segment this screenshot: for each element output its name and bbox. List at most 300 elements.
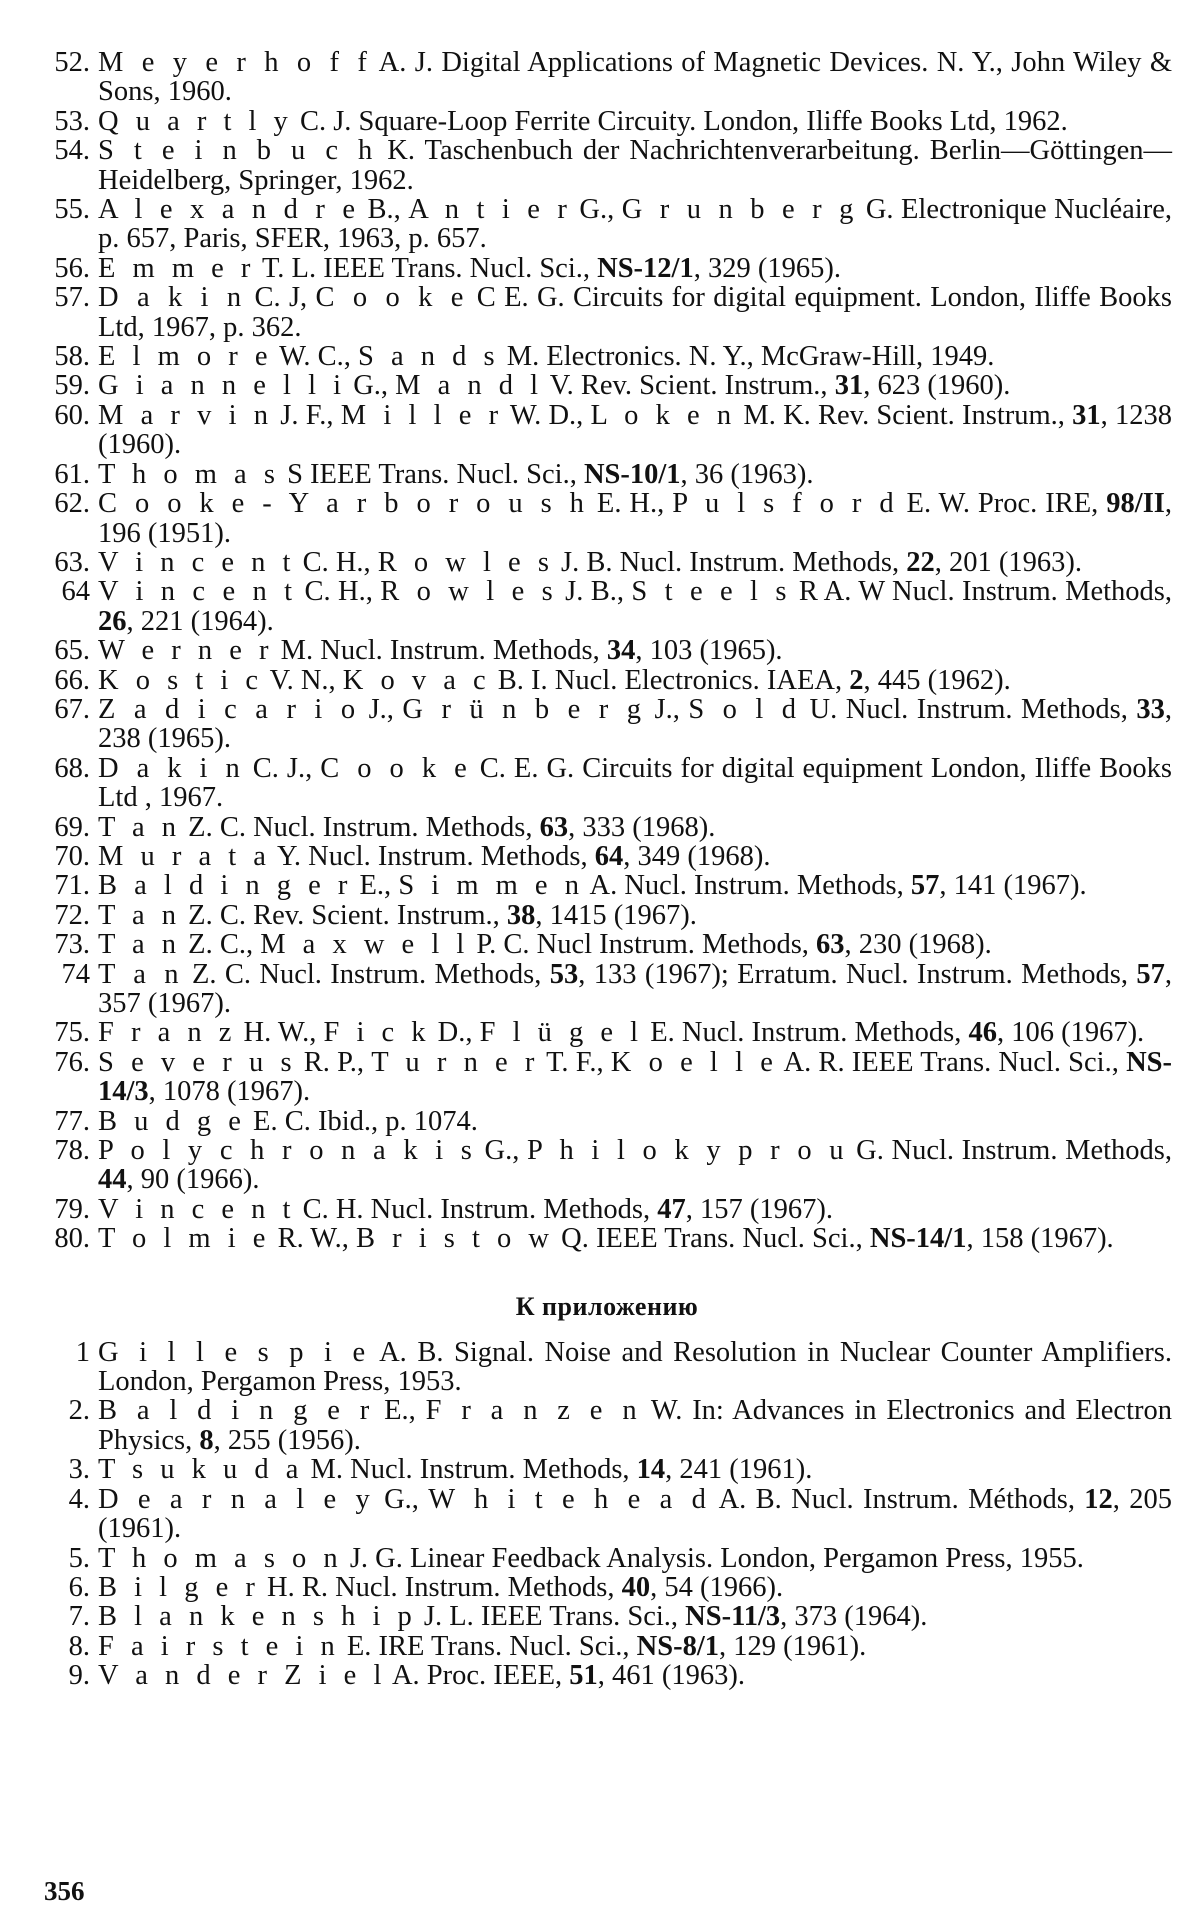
reference-text — [98, 342, 1172, 371]
reference-fragment: A. Nucl. Instrum. Methods, — [583, 870, 911, 902]
reference-item — [42, 754, 1172, 813]
reference-item — [42, 842, 1172, 871]
author-name: S i m m e n — [398, 870, 584, 902]
reference-fragment: , 54 (1966). — [650, 1571, 784, 1603]
reference-number: 78. — [54, 1135, 90, 1167]
reference-item — [42, 695, 1172, 754]
volume-number: NS-12/1 — [597, 252, 694, 284]
reference-fragment: Q. IEEE Trans. Nucl. Sci., — [553, 1223, 870, 1255]
author-name: E m m e r — [98, 252, 256, 284]
reference-number: 4. — [68, 1483, 90, 1515]
author-name: G r ü n b e r g — [402, 693, 647, 725]
reference-fragment: , 129 (1961). — [718, 1630, 867, 1662]
reference-fragment: D., — [430, 1017, 480, 1049]
reference-number: 68. — [54, 752, 90, 784]
reference-item — [42, 871, 1172, 900]
appendix-reference-list — [42, 1338, 1172, 1691]
reference-item — [42, 371, 1172, 400]
volume-number: NS-14/1 — [869, 1223, 967, 1255]
author-name: T h o m a s o n — [98, 1542, 343, 1574]
reference-number: 79. — [54, 1193, 90, 1225]
reference-text — [98, 930, 1172, 959]
author-name: G i l l e s p i e — [98, 1336, 371, 1368]
reference-number: 75. — [54, 1017, 90, 1049]
reference-text — [98, 401, 1172, 460]
appendix-title: К приложению — [515, 1291, 699, 1321]
reference-number: 67. — [54, 693, 90, 725]
reference-fragment: W. C., — [272, 341, 359, 373]
author-name: S o l d — [688, 693, 802, 725]
reference-item — [42, 636, 1172, 665]
volume-number: 38 — [506, 899, 536, 931]
reference-item — [42, 136, 1172, 195]
author-name: K o s t i c — [98, 664, 264, 696]
reference-fragment: , 205 (1961). — [98, 1483, 1173, 1545]
author-name: P o l y c h r o n a k i s — [98, 1135, 477, 1167]
reference-fragment: E. Nucl. Instrum. Methods, — [643, 1017, 969, 1049]
reference-fragment: , 1078 (1967). — [148, 1076, 311, 1108]
reference-fragment: E. H., — [588, 488, 673, 520]
reference-item — [42, 1224, 1172, 1253]
reference-fragment: G., — [476, 1135, 528, 1167]
reference-number: 61. — [54, 458, 90, 490]
author-name: S t e e l s — [631, 576, 792, 608]
reference-item — [42, 1396, 1172, 1455]
reference-fragment: Y. Nucl. Instrum. Methods, — [270, 840, 595, 872]
author-name: T o l m i e — [98, 1223, 271, 1255]
reference-fragment: J. L. IEEE Trans. Sci., — [416, 1601, 686, 1633]
reference-fragment: M. K. Rev. Scient. Instrum., — [736, 399, 1073, 431]
reference-item — [42, 548, 1172, 577]
reference-fragment: C E. G. Circuits for digital equipment. London, Iliffe Books Ltd, 1967, p. 362. — [98, 282, 1172, 343]
reference-number: 54. — [54, 135, 90, 167]
author-name: D a k i n — [98, 752, 245, 784]
author-name: T a n — [98, 899, 182, 931]
reference-number: 7. — [68, 1601, 90, 1633]
reference-text — [98, 1602, 1172, 1631]
reference-fragment: C. J, — [246, 282, 316, 314]
reference-item — [42, 254, 1172, 283]
reference-fragment: J. B. Nucl. Instrum. Methods, — [553, 546, 907, 578]
reference-fragment: Z. C., — [181, 929, 261, 961]
volume-number: 31 — [834, 370, 864, 402]
author-name: T u r n e r — [371, 1046, 540, 1078]
reference-text — [98, 1018, 1172, 1047]
reference-fragment: W. D., — [503, 399, 591, 431]
reference-number: 1 — [75, 1336, 90, 1368]
reference-fragment: R A. W Nucl. Instrum. Methods, — [791, 576, 1173, 608]
reference-fragment: M. Nucl. Instrum. Methods, — [303, 1454, 637, 1486]
reference-number: 72. — [54, 899, 90, 931]
reference-number: 57. — [54, 282, 90, 314]
reference-text — [98, 1048, 1172, 1107]
reference-item — [42, 930, 1172, 959]
reference-item — [42, 48, 1172, 107]
reference-item — [42, 1573, 1172, 1602]
reference-fragment: B. I. Nucl. Electronics. IAEA, — [490, 664, 850, 696]
reference-fragment: R. W., — [270, 1223, 356, 1255]
author-name: K o e l l e — [610, 1046, 778, 1078]
volume-number: 40 — [621, 1571, 651, 1603]
reference-text — [98, 1107, 1172, 1136]
reference-number: 2. — [68, 1395, 90, 1427]
reference-item — [42, 195, 1172, 254]
reference-text — [98, 666, 1172, 695]
author-name: V i n c e n t — [98, 1193, 296, 1225]
reference-number: 63. — [54, 546, 90, 578]
volume-number: 47 — [657, 1193, 686, 1225]
reference-text — [98, 1661, 1172, 1690]
reference-text — [98, 371, 1172, 400]
reference-fragment: G., — [571, 194, 622, 226]
author-name: W h i t e h e a d — [428, 1483, 711, 1515]
reference-text — [98, 1396, 1172, 1455]
reference-number: 74 — [61, 958, 90, 990]
reference-fragment: , 141 (1967). — [939, 870, 1087, 902]
reference-item — [42, 960, 1172, 1019]
reference-item — [42, 666, 1172, 695]
reference-fragment: , 1415 (1967). — [535, 899, 697, 931]
author-name: T s u k u d a — [98, 1454, 304, 1486]
reference-item — [42, 1544, 1172, 1573]
author-name: B r i s t o w — [355, 1223, 554, 1255]
reference-item — [42, 342, 1172, 371]
reference-fragment: , 333 (1968). — [568, 811, 716, 843]
author-name: E l m o r e — [98, 341, 273, 373]
reference-text — [98, 460, 1172, 489]
author-name: C o o k e — [315, 282, 469, 314]
reference-fragment: A. Proc. IEEE, — [386, 1660, 570, 1692]
reference-number: 70. — [54, 840, 90, 872]
reference-item — [42, 577, 1172, 636]
volume-number: 33 — [1136, 693, 1165, 725]
author-name: V i n c e n t — [98, 576, 298, 608]
reference-text — [98, 1544, 1172, 1573]
author-name: T a n — [98, 929, 182, 961]
volume-number: 46 — [968, 1017, 997, 1049]
reference-fragment: H. W., — [236, 1017, 324, 1049]
author-name: V i n c e n t — [98, 546, 296, 578]
reference-fragment: J. B., — [557, 576, 632, 608]
reference-fragment: A. B. Signal. Noise and Resolution in Nuclear Counter Amplifiers. London, Pergamon Press, 1953. — [98, 1336, 1172, 1398]
author-name: K o v a c — [342, 664, 491, 696]
reference-fragment: T. L. IEEE Trans. Nucl. Sci., — [255, 252, 598, 284]
author-name: G r u n b e r g — [621, 194, 859, 226]
reference-fragment: , 196 (1951). — [98, 488, 1173, 549]
reference-fragment: J., — [360, 693, 403, 725]
reference-number: 6. — [68, 1571, 90, 1603]
author-name: A l e x a n d r e — [98, 194, 360, 226]
reference-fragment: A. J. Digital Applications of Magnetic Devices. N. Y., John Wiley & Sons, 1960. — [98, 47, 1172, 108]
reference-fragment: J. F., — [273, 399, 341, 431]
author-name: M a r v i n — [98, 399, 274, 431]
volume-number: 14 — [636, 1454, 666, 1486]
reference-list — [42, 48, 1172, 1254]
reference-item — [42, 1018, 1172, 1047]
volume-number: 63 — [816, 929, 845, 961]
reference-number: 73. — [54, 929, 90, 961]
volume-number: NS-10/1 — [583, 458, 681, 490]
reference-fragment: C. H., — [295, 546, 378, 578]
reference-number: 55. — [54, 194, 90, 226]
author-name: P u l s f o r d — [672, 488, 899, 520]
author-name: Q u a r t l y — [98, 105, 293, 137]
volume-number: 53 — [549, 958, 579, 990]
reference-text — [98, 136, 1172, 195]
reference-fragment: , 103 (1965). — [635, 635, 783, 667]
author-name: V a n d e r Z i e l — [98, 1660, 387, 1692]
reference-fragment: , 445 (1962). — [863, 664, 1011, 696]
reference-number: 59. — [54, 370, 90, 402]
reference-fragment: E. C. Ibid., p. 1074. — [245, 1105, 478, 1137]
author-name: B a l d i n g e r — [98, 1395, 375, 1427]
reference-item — [42, 1485, 1172, 1544]
reference-fragment: , 329 (1965). — [693, 252, 841, 284]
reference-fragment: C. J., — [244, 752, 321, 784]
reference-fragment: H. R. Nucl. Instrum. Methods, — [259, 1571, 622, 1603]
reference-text — [98, 1195, 1172, 1224]
reference-fragment: , 221 (1964). — [126, 605, 274, 637]
reference-fragment: T. F., — [539, 1046, 611, 1078]
reference-fragment: U. Nucl. Instrum. Methods, — [801, 693, 1137, 725]
reference-fragment: J., — [646, 693, 689, 725]
reference-item — [42, 1632, 1172, 1661]
reference-number: 60. — [54, 399, 90, 431]
reference-text — [98, 960, 1172, 1019]
reference-fragment: , 158 (1967). — [966, 1223, 1114, 1255]
author-name: T a n — [98, 958, 184, 990]
reference-number: 53. — [54, 105, 90, 137]
reference-number: 66. — [54, 664, 90, 696]
volume-number: 98/II — [1106, 488, 1165, 520]
reference-fragment: W. In: Advances in Electronics and Electron Physics, — [98, 1395, 1172, 1456]
reference-number: 8. — [68, 1630, 90, 1662]
reference-fragment: , 357 (1967). — [98, 958, 1172, 1019]
author-name: M a x w e l l — [260, 929, 470, 961]
reference-text — [98, 754, 1172, 813]
reference-fragment: , 373 (1964). — [780, 1601, 928, 1633]
reference-text — [98, 813, 1172, 842]
reference-item — [42, 401, 1172, 460]
reference-number: 65. — [54, 635, 90, 667]
reference-fragment: A. B. Nucl. Instrum. Méthods, — [710, 1483, 1085, 1515]
author-name: A n t i e r — [408, 194, 572, 226]
reference-fragment: Z. C. Nucl. Instrum. Methods, — [181, 811, 540, 843]
author-name: M a n d l — [395, 370, 544, 402]
reference-fragment: R. P., — [296, 1046, 372, 1078]
reference-text — [98, 1338, 1172, 1397]
reference-fragment: V. N., — [263, 664, 343, 696]
author-name: P h i l o k y p r o u — [527, 1135, 849, 1167]
author-name: B u d g e — [98, 1105, 246, 1137]
author-name: D e a r n a l e y — [98, 1483, 375, 1515]
reference-text — [98, 1632, 1172, 1661]
reference-fragment: V. Rev. Scient. Instrum., — [543, 370, 835, 402]
author-name: S e v e r u s — [98, 1046, 297, 1078]
reference-text — [98, 871, 1172, 900]
reference-fragment: K. Taschenbuch der Nachrichtenverarbeitung. Berlin—Göttingen—Heidelberg, Springer, 1962. — [98, 135, 1172, 196]
reference-fragment: , 255 (1956). — [213, 1424, 361, 1456]
reference-number: 77. — [54, 1105, 90, 1137]
author-name: W e r n e r — [98, 635, 274, 667]
reference-number: 9. — [68, 1660, 90, 1692]
author-name: T a n — [98, 811, 182, 843]
reference-text — [98, 577, 1172, 636]
volume-number: 34 — [606, 635, 636, 667]
reference-item — [42, 1661, 1172, 1690]
volume-number: 8 — [199, 1424, 214, 1456]
reference-item — [42, 813, 1172, 842]
volume-number: 64 — [594, 840, 624, 872]
reference-fragment: J. G. Linear Feedback Analysis. London, Pergamon Press, 1955. — [342, 1542, 1084, 1574]
reference-fragment: , 36 (1963). — [680, 458, 814, 490]
reference-fragment: , 1238 (1960). — [98, 399, 1172, 461]
reference-fragment: , 157 (1967). — [685, 1193, 833, 1225]
author-name: F l ü g e l — [479, 1017, 644, 1049]
author-name: F a i r s t e i n — [98, 1630, 340, 1662]
author-name: L o k e n — [590, 399, 737, 431]
reference-fragment: M. Electronics. N. Y., McGraw-Hill, 1949. — [499, 341, 995, 373]
reference-number: 76. — [54, 1046, 90, 1078]
page — [42, 48, 1172, 1691]
reference-fragment: , 238 (1965). — [98, 693, 1173, 755]
reference-text — [98, 1573, 1172, 1602]
volume-number: 57 — [1136, 958, 1165, 990]
reference-fragment: G. Nucl. Instrum. Methods, — [848, 1135, 1172, 1167]
volume-number: 63 — [539, 811, 569, 843]
reference-item — [42, 1602, 1172, 1631]
volume-number: 22 — [906, 546, 935, 578]
reference-fragment: Z. C. Nucl. Instrum. Methods, — [183, 958, 550, 990]
reference-text — [98, 1485, 1172, 1544]
reference-fragment: , 241 (1961). — [665, 1454, 813, 1486]
reference-item — [42, 1136, 1172, 1195]
reference-text — [98, 254, 1172, 283]
author-name: B l a n k e n s h i p — [98, 1601, 417, 1633]
reference-item — [42, 1338, 1172, 1397]
reference-fragment: C. J. Square-Loop Ferrite Circuity. London, Iliffe Books Ltd, 1962. — [292, 105, 1068, 137]
reference-fragment: E. W. Proc. IRE, — [898, 488, 1107, 520]
author-name: M e y e r h o f f — [98, 47, 372, 78]
reference-number: 64 — [61, 576, 90, 608]
reference-fragment: M. Nucl. Instrum. Methods, — [273, 635, 607, 667]
volume-number: 12 — [1084, 1483, 1113, 1515]
author-name: D a k i n — [98, 282, 247, 314]
reference-text — [98, 283, 1172, 342]
reference-fragment: C. H. Nucl. Instrum. Methods, — [295, 1193, 658, 1225]
reference-fragment: G., — [374, 1483, 429, 1515]
reference-text — [98, 548, 1172, 577]
reference-item — [42, 489, 1172, 548]
reference-fragment: , 349 (1968). — [623, 840, 771, 872]
page-number: 356 — [44, 1876, 85, 1906]
reference-text — [98, 1224, 1172, 1253]
reference-item — [42, 107, 1172, 136]
author-name: C o o k e - Y a r b o r o u s h — [98, 488, 589, 520]
volume-number: 2 — [849, 664, 864, 696]
reference-text — [98, 901, 1172, 930]
volume-number: 51 — [569, 1660, 598, 1692]
author-name: F i c k — [323, 1017, 431, 1049]
reference-fragment: S IEEE Trans. Nucl. Sci., — [279, 458, 584, 490]
reference-text — [98, 107, 1172, 136]
reference-fragment: Z. C. Rev. Scient. Instrum., — [181, 899, 507, 931]
author-name: S t e i n b u c h — [98, 135, 378, 167]
reference-fragment: G. Electronique Nucléaire, p. 657, Paris, SFER, 1963, p. 657. — [98, 194, 1172, 255]
reference-fragment: , 133 (1967); Erratum. Nucl. Instrum. Methods, — [578, 958, 1137, 990]
reference-number: 3. — [68, 1454, 90, 1486]
author-name: G i a n n e l l i — [98, 370, 347, 402]
reference-item — [42, 1195, 1172, 1224]
reference-text — [98, 695, 1172, 754]
reference-item — [42, 901, 1172, 930]
volume-number: 31 — [1072, 399, 1101, 431]
reference-text — [98, 195, 1172, 254]
reference-item — [42, 1455, 1172, 1484]
reference-fragment: A. R. IEEE Trans. Nucl. Sci., — [777, 1046, 1127, 1078]
author-name: C o o k e — [320, 752, 472, 784]
reference-number: 5. — [68, 1542, 90, 1574]
reference-fragment: C. E. G. Circuits for digital equipment London, Iliffe Books Ltd , 1967. — [98, 752, 1172, 814]
author-name: M i l l e r — [340, 399, 504, 431]
reference-text — [98, 636, 1172, 665]
volume-number: 26 — [98, 605, 127, 637]
reference-number: 62. — [54, 488, 90, 520]
reference-fragment: , 230 (1968). — [844, 929, 992, 961]
reference-fragment: , 461 (1963). — [597, 1660, 745, 1692]
reference-number: 80. — [54, 1223, 90, 1255]
reference-fragment: E., — [352, 870, 399, 902]
reference-text — [98, 1136, 1172, 1195]
reference-item — [42, 1048, 1172, 1107]
reference-item — [42, 283, 1172, 342]
reference-number: 56. — [54, 252, 90, 284]
reference-fragment: E. IRE Trans. Nucl. Sci., — [339, 1630, 637, 1662]
reference-text — [98, 842, 1172, 871]
reference-fragment: C. H., — [297, 576, 381, 608]
author-name: R o w l e s — [377, 546, 554, 578]
reference-number: 58. — [54, 341, 90, 373]
volume-number: NS-11/3 — [685, 1601, 781, 1633]
reference-fragment: B., — [360, 194, 409, 226]
reference-text — [98, 48, 1172, 107]
author-name: F r a n z e n — [425, 1395, 642, 1427]
reference-fragment: , 106 (1967). — [996, 1017, 1145, 1049]
author-name: R o w l e s — [380, 576, 558, 608]
reference-fragment: E., — [374, 1395, 426, 1427]
author-name: S a n d s — [358, 341, 500, 373]
reference-number: 69. — [54, 811, 90, 843]
reference-text — [98, 1455, 1172, 1484]
reference-item — [42, 1107, 1172, 1136]
volume-number: 57 — [910, 870, 940, 902]
reference-fragment: , 201 (1963). — [934, 546, 1082, 578]
volume-number: NS-14/3 — [98, 1046, 1173, 1108]
reference-fragment: , 623 (1960). — [863, 370, 1011, 402]
author-name: B a l d i n g e r — [98, 870, 353, 902]
reference-number: 71. — [54, 870, 90, 902]
reference-fragment: , 90 (1966). — [126, 1164, 260, 1196]
author-name: Z a d i c a r i o — [98, 693, 361, 725]
author-name: T h o m a s — [98, 458, 280, 490]
volume-number: NS-8/1 — [636, 1630, 719, 1662]
author-name: M u r a t a — [98, 840, 271, 872]
reference-fragment: P. C. Nucl Instrum. Methods, — [469, 929, 817, 961]
reference-text — [98, 489, 1172, 548]
author-name: B i l g e r — [98, 1571, 260, 1603]
reference-number: 52. — [54, 47, 90, 78]
volume-number: 44 — [98, 1164, 127, 1196]
